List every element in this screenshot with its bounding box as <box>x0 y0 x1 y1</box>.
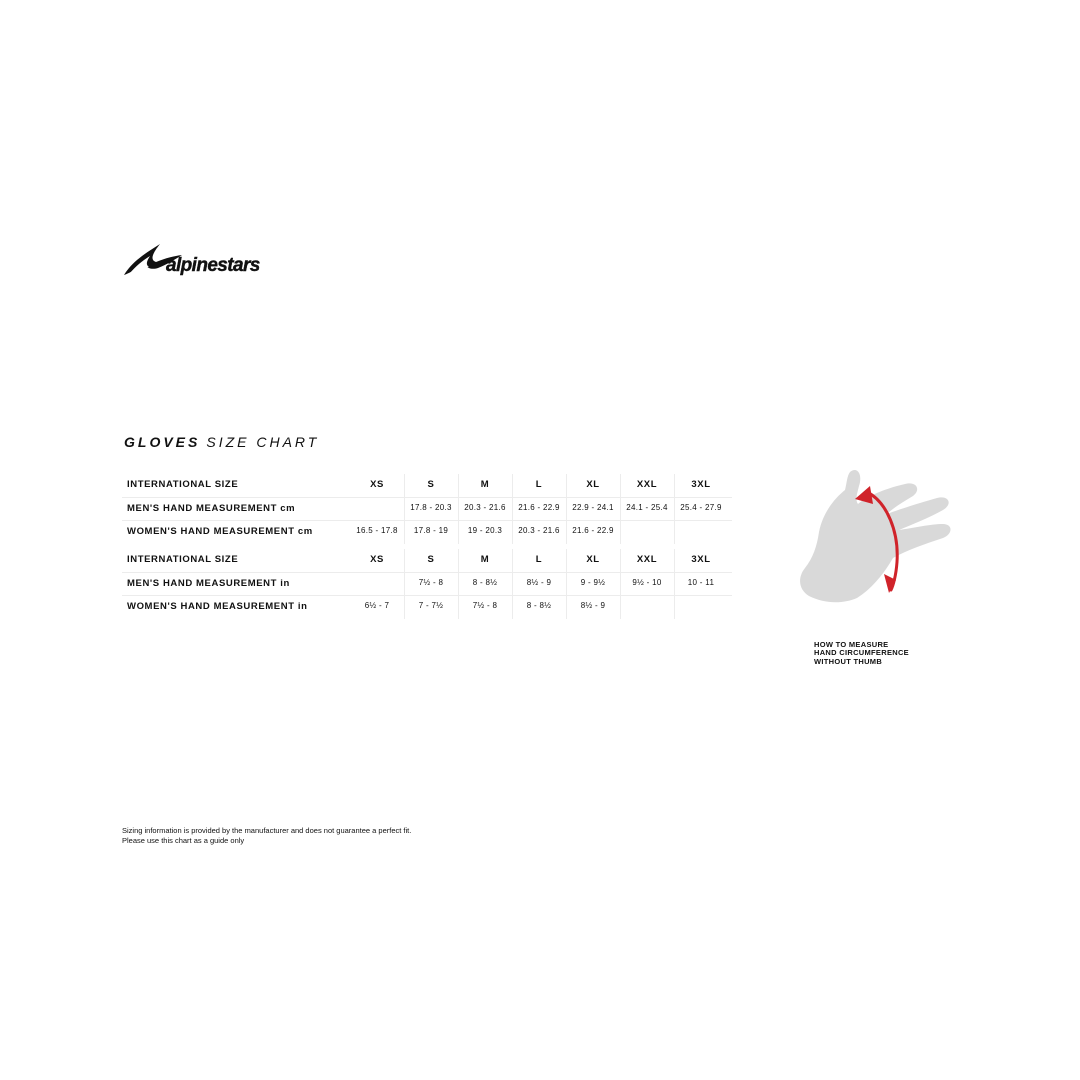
table-cell: 7½ - 8 <box>418 577 444 587</box>
hand-measure-icon <box>795 462 965 607</box>
table-cell: 24.1 - 25.4 <box>626 502 668 512</box>
table-cell: 22.9 - 24.1 <box>572 502 614 512</box>
row-label: WOMEN'S HAND MEASUREMENT cm <box>127 526 313 537</box>
size-s: S <box>427 554 435 565</box>
table-header-row <box>122 474 732 498</box>
table-header-row <box>122 549 732 573</box>
table-cell: 8½ - 9 <box>580 601 606 610</box>
disclaimer <box>122 826 411 846</box>
title-light: SIZE CHART <box>206 434 320 450</box>
row-label: MEN'S HAND MEASUREMENT in <box>127 577 290 589</box>
table-row-mens-in <box>122 573 732 597</box>
table-cell: 21.6 - 22.9 <box>572 526 614 535</box>
size-xxl: XXL <box>636 554 658 565</box>
table-row-mens-cm <box>122 498 732 522</box>
size-table-cm <box>122 474 732 544</box>
size-m: M <box>480 554 490 565</box>
measure-note-line: WITHOUT THUMB <box>814 656 883 666</box>
measure-note-line: HOW TO MEASURE <box>814 640 889 649</box>
table-cell: 17.8 - 19 <box>413 526 449 535</box>
table-row-womens-in <box>122 596 732 619</box>
alpinestars-star-icon <box>122 240 282 280</box>
table-cell: 25.4 - 27.9 <box>680 502 722 512</box>
alpinestars-logo <box>122 240 282 280</box>
measure-instructions <box>814 641 909 666</box>
table-cell: 19 - 20.3 <box>467 526 503 535</box>
size-3xl: 3XL <box>691 479 711 490</box>
table-cell: 21.6 - 22.9 <box>518 502 560 512</box>
table-cell: 8 - 8½ <box>526 601 552 610</box>
size-m: M <box>480 479 490 490</box>
logo-text: alpinestars <box>166 255 260 276</box>
row-label: MEN'S HAND MEASUREMENT cm <box>127 502 296 514</box>
row-label: INTERNATIONAL SIZE <box>127 479 239 490</box>
table-cell: 8½ - 9 <box>526 577 552 587</box>
row-label: INTERNATIONAL SIZE <box>127 554 239 565</box>
table-cell: 9 - 9½ <box>580 577 606 587</box>
size-l: L <box>535 554 543 565</box>
table-cell: 7 - 7½ <box>418 601 444 610</box>
table-cell: 20.3 - 21.6 <box>464 502 506 512</box>
size-3xl: 3XL <box>691 554 711 565</box>
size-xxl: XXL <box>636 479 658 490</box>
table-cell: 8 - 8½ <box>472 577 498 587</box>
table-cell: 17.8 - 20.3 <box>410 502 452 512</box>
size-l: L <box>535 479 543 490</box>
page-title <box>124 434 319 450</box>
table-cell: 16.5 - 17.8 <box>356 526 398 535</box>
table-row-womens-cm <box>122 521 732 544</box>
table-cell: 9½ - 10 <box>632 577 662 587</box>
measure-note-line: HAND CIRCUMFERENCE <box>814 648 909 658</box>
table-cell: 7½ - 8 <box>472 601 498 610</box>
row-label: WOMEN'S HAND MEASUREMENT in <box>127 601 308 612</box>
size-table-in <box>122 549 732 619</box>
size-xl: XL <box>586 554 600 565</box>
table-cell: 6½ - 7 <box>364 601 390 610</box>
table-cell: 20.3 - 21.6 <box>518 526 560 535</box>
title-bold: GLOVES <box>124 434 201 450</box>
table-cell: 10 - 11 <box>687 577 715 587</box>
size-xs: XS <box>370 554 384 565</box>
disclaimer-line: Please use this chart as a guide only <box>122 836 245 845</box>
size-xs: XS <box>370 479 384 490</box>
size-s: S <box>427 479 435 490</box>
disclaimer-line: Sizing information is provided by the manufacturer and does not guarantee a perfect fit. <box>122 826 412 835</box>
size-xl: XL <box>586 479 600 490</box>
